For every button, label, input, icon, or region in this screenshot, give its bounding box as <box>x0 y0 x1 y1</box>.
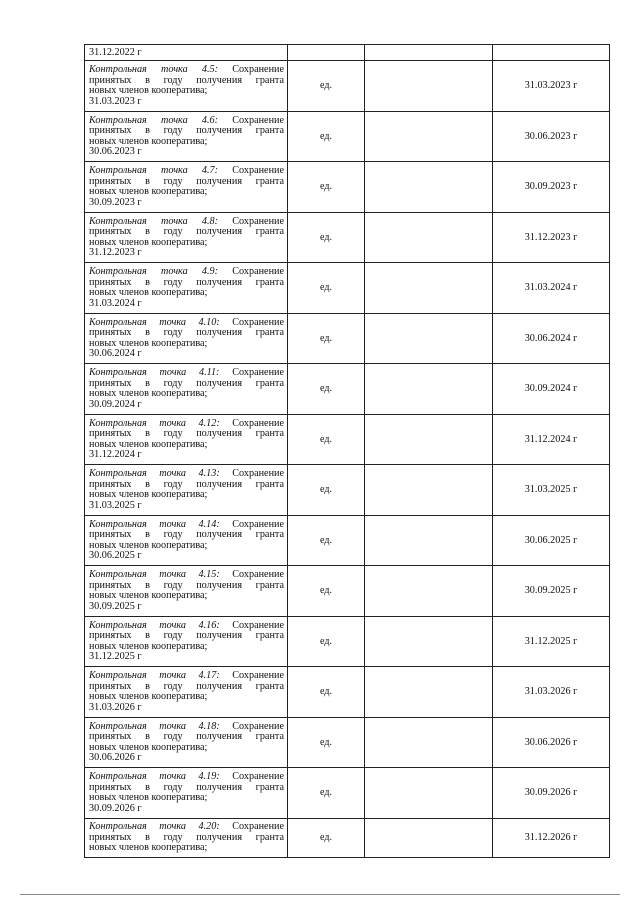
empty-cell <box>365 616 493 667</box>
control-point-label: Контрольная точка 4.11: <box>89 367 220 379</box>
table-row <box>85 162 610 213</box>
table-row <box>85 667 610 718</box>
empty-cell <box>365 818 493 857</box>
control-point-label: Контрольная точка 4.10: <box>89 316 220 328</box>
empty-cell <box>365 717 493 768</box>
desc-line-3: новых членов кооператива; <box>89 691 208 703</box>
control-point-label: Контрольная точка 4.15: <box>89 569 220 581</box>
desc-line-3: новых членов кооператива; <box>89 489 208 501</box>
date-cell: 31.12.2023 г <box>493 212 610 263</box>
desc-line-2: принятых в году получения гранта <box>89 74 284 86</box>
date-cell: 30.09.2024 г <box>493 364 610 415</box>
desc-line-3: новых членов кооператива; <box>89 236 208 248</box>
date-cell: 31.03.2024 г <box>493 263 610 314</box>
unit-cell: ед. <box>288 768 365 819</box>
desc-line-2: принятых в году получения гранта <box>89 630 284 642</box>
control-point-label: Контрольная точка 4.5: <box>89 64 219 76</box>
empty-cell <box>365 414 493 465</box>
unit-cell: ед. <box>288 717 365 768</box>
control-point-label: Контрольная точка 4.12: <box>89 417 220 429</box>
table-row <box>85 768 610 819</box>
desc-text: Сохранение <box>232 215 284 227</box>
empty-cell <box>365 111 493 162</box>
desc-cell <box>85 364 288 415</box>
unit-cell: ед. <box>288 414 365 465</box>
control-point-label: Контрольная точка 4.19: <box>89 771 220 783</box>
empty-cell <box>365 465 493 516</box>
desc-text: Сохранение <box>232 468 284 480</box>
desc-text: Сохранение <box>232 266 284 278</box>
desc-line-3: новых членов кооператива; <box>89 539 208 551</box>
desc-cell <box>85 717 288 768</box>
desc-cell <box>85 566 288 617</box>
desc-end-date: 31.03.2026 г <box>89 701 142 713</box>
date-cell: 30.06.2025 г <box>493 515 610 566</box>
control-point-label: Контрольная точка 4.17: <box>89 670 220 682</box>
desc-line-3: новых членов кооператива; <box>89 842 208 854</box>
unit-cell: ед. <box>288 111 365 162</box>
unit-cell: ед. <box>288 616 365 667</box>
empty-cell <box>365 45 493 61</box>
control-point-label: Контрольная точка 4.13: <box>89 468 220 480</box>
control-point-label: Контрольная точка 4.9: <box>89 266 219 278</box>
table-row <box>85 818 610 857</box>
unit-cell: ед. <box>288 818 365 857</box>
unit-cell: ед. <box>288 162 365 213</box>
desc-text: Сохранение <box>232 367 284 379</box>
date-cell: 30.06.2024 г <box>493 313 610 364</box>
table-row <box>85 212 610 263</box>
desc-line-3: новых членов кооператива; <box>89 792 208 804</box>
desc-line-2: принятых в году получения гранта <box>89 377 284 389</box>
empty-cell <box>365 768 493 819</box>
empty-cell <box>365 313 493 364</box>
desc-line-2: принятых в году получения гранта <box>89 175 284 187</box>
control-point-label: Контрольная точка 4.18: <box>89 720 220 732</box>
unit-cell: ед. <box>288 566 365 617</box>
desc-text: Сохранение <box>232 64 284 76</box>
desc-line-2: принятых в году получения гранта <box>89 226 284 238</box>
desc-line-2: принятых в году получения гранта <box>89 125 284 137</box>
date-cell: 31.12.2025 г <box>493 616 610 667</box>
desc-end-date: 30.09.2023 г <box>89 196 142 208</box>
date-cell: 30.06.2023 г <box>493 111 610 162</box>
desc-line-2: принятых в году получения гранта <box>89 831 284 843</box>
date-cell: 31.03.2026 г <box>493 667 610 718</box>
table-row <box>85 61 610 112</box>
table-row <box>85 566 610 617</box>
table-row <box>85 717 610 768</box>
page-bottom-rule <box>20 894 620 895</box>
desc-end-date: 30.09.2026 г <box>89 802 142 814</box>
unit-cell: ед. <box>288 313 365 364</box>
date-cell: 31.12.2026 г <box>493 818 610 857</box>
desc-line-3: новых членов кооператива; <box>89 287 208 299</box>
empty-cell <box>365 61 493 112</box>
desc-end-date: 31.03.2024 г <box>89 297 142 309</box>
table-row <box>85 616 610 667</box>
table-row <box>85 263 610 314</box>
empty-cell <box>365 566 493 617</box>
table-row <box>85 313 610 364</box>
desc-cell <box>85 818 288 857</box>
unit-cell: ед. <box>288 364 365 415</box>
desc-cell <box>85 465 288 516</box>
date-cell: 30.09.2023 г <box>493 162 610 213</box>
desc-cell <box>85 45 288 61</box>
desc-text: Сохранение <box>232 720 284 732</box>
desc-line-3: новых членов кооператива; <box>89 741 208 753</box>
desc-text: Сохранение <box>232 569 284 581</box>
desc-line-2: принятых в году получения гранта <box>89 428 284 440</box>
desc-line-2: принятых в году получения гранта <box>89 731 284 743</box>
desc-line-2: принятых в году получения гранта <box>89 579 284 591</box>
unit-cell: ед. <box>288 515 365 566</box>
desc-end-date: 31.03.2025 г <box>89 499 142 511</box>
desc-end-date: 30.06.2024 г <box>89 348 142 360</box>
desc-line-2: принятых в году получения гранта <box>89 478 284 490</box>
table-body <box>85 45 610 858</box>
desc-text: Сохранение <box>232 771 284 783</box>
desc-text: Сохранение <box>232 114 284 126</box>
date-cell: 31.12.2024 г <box>493 414 610 465</box>
table-row <box>85 515 610 566</box>
table-row <box>85 45 610 61</box>
table-row <box>85 364 610 415</box>
unit-cell: ед. <box>288 667 365 718</box>
desc-line-3: новых членов кооператива; <box>89 85 208 97</box>
desc-cell <box>85 162 288 213</box>
desc-cell <box>85 667 288 718</box>
date-cell: 30.09.2026 г <box>493 768 610 819</box>
desc-cell <box>85 616 288 667</box>
empty-cell <box>365 667 493 718</box>
desc-line-2: принятых в году получения гранта <box>89 680 284 692</box>
desc-line-2: принятых в году получения гранта <box>89 781 284 793</box>
control-point-label: Контрольная точка 4.20: <box>89 821 220 833</box>
desc-line-2: принятых в году получения гранта <box>89 529 284 541</box>
desc-text: Сохранение <box>232 821 284 833</box>
empty-cell <box>365 212 493 263</box>
date-cell: 30.06.2026 г <box>493 717 610 768</box>
desc-end-date: 31.12.2025 г <box>89 651 142 663</box>
date-cell: 31.03.2023 г <box>493 61 610 112</box>
date-cell <box>493 45 610 61</box>
table-row <box>85 465 610 516</box>
desc-cell <box>85 61 288 112</box>
desc-end-date: 31.12.2024 г <box>89 449 142 461</box>
desc-end-date: 30.09.2025 г <box>89 600 142 612</box>
desc-end-date: 30.06.2025 г <box>89 550 142 562</box>
desc-text: Сохранение <box>232 316 284 328</box>
date-cell: 31.03.2025 г <box>493 465 610 516</box>
empty-cell <box>365 162 493 213</box>
control-point-label: Контрольная точка 4.14: <box>89 518 220 530</box>
desc-text: Сохранение <box>232 518 284 530</box>
desc-text: Сохранение <box>232 165 284 177</box>
unit-cell: ед. <box>288 263 365 314</box>
control-points-table <box>84 44 610 858</box>
control-point-label: Контрольная точка 4.7: <box>89 165 219 177</box>
desc-line-2: принятых в году получения гранта <box>89 276 284 288</box>
desc-cell <box>85 768 288 819</box>
desc-line-3: новых членов кооператива; <box>89 135 208 147</box>
desc-text: Сохранение <box>232 619 284 631</box>
unit-cell: ед. <box>288 212 365 263</box>
carryover-date: 31.12.2022 г <box>89 46 142 58</box>
unit-cell: ед. <box>288 61 365 112</box>
desc-text: Сохранение <box>232 670 284 682</box>
desc-line-3: новых членов кооператива; <box>89 388 208 400</box>
desc-text: Сохранение <box>232 417 284 429</box>
desc-end-date: 30.06.2026 г <box>89 752 142 764</box>
desc-end-date: 30.06.2023 г <box>89 146 142 158</box>
control-point-label: Контрольная точка 4.6: <box>89 114 219 126</box>
desc-line-3: новых членов кооператива; <box>89 640 208 652</box>
desc-cell <box>85 111 288 162</box>
empty-cell <box>365 515 493 566</box>
desc-line-3: новых членов кооператива; <box>89 438 208 450</box>
desc-cell <box>85 263 288 314</box>
unit-cell: ед. <box>288 465 365 516</box>
desc-cell <box>85 212 288 263</box>
date-cell: 30.09.2025 г <box>493 566 610 617</box>
desc-line-3: новых членов кооператива; <box>89 590 208 602</box>
desc-end-date: 31.12.2023 г <box>89 247 142 259</box>
empty-cell <box>365 364 493 415</box>
desc-end-date: 30.09.2024 г <box>89 398 142 410</box>
desc-line-2: принятых в году получения гранта <box>89 327 284 339</box>
desc-cell <box>85 313 288 364</box>
table-row <box>85 414 610 465</box>
unit-cell <box>288 45 365 61</box>
control-point-label: Контрольная точка 4.8: <box>89 215 219 227</box>
desc-cell <box>85 414 288 465</box>
desc-end-date: 31.03.2023 г <box>89 95 142 107</box>
desc-line-3: новых членов кооператива; <box>89 186 208 198</box>
desc-line-3: новых членов кооператива; <box>89 337 208 349</box>
desc-cell <box>85 515 288 566</box>
empty-cell <box>365 263 493 314</box>
control-point-label: Контрольная точка 4.16: <box>89 619 220 631</box>
table-row <box>85 111 610 162</box>
